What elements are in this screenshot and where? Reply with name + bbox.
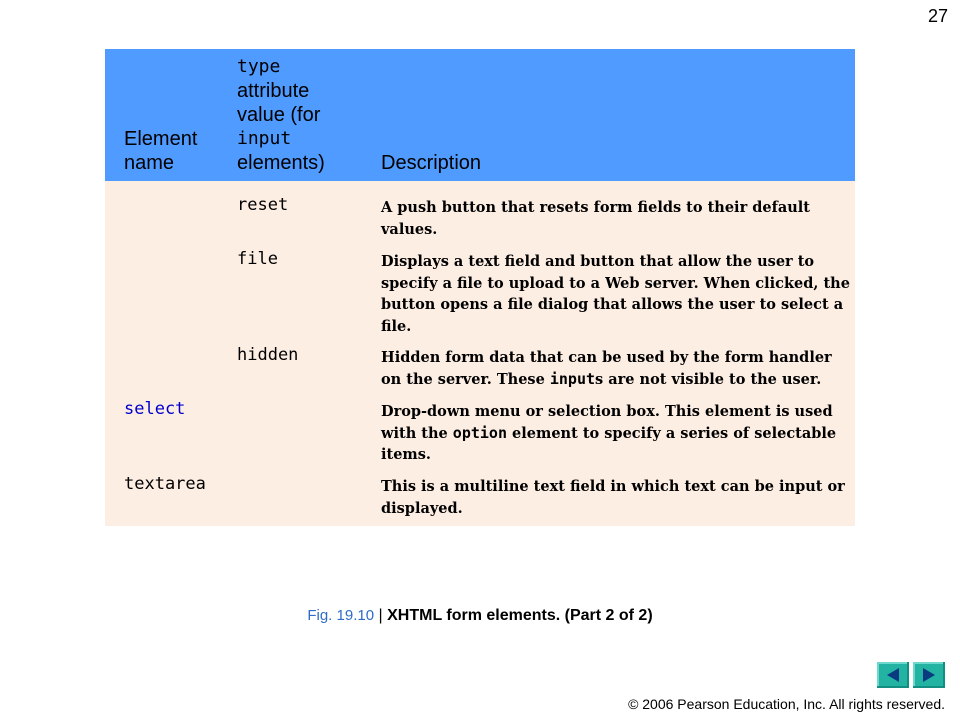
row-description-text: Displays a text field and button that allow the user to specify a file to upload to a Web server. When clicked, the button opens a file dialog that allows the user to select a file. <box>381 253 850 335</box>
header-description: Description <box>381 152 482 174</box>
header-element-line1: Element <box>124 128 198 150</box>
header-type-line4: input <box>237 128 292 149</box>
row-description-code: input <box>549 369 596 388</box>
form-elements-table <box>105 49 855 526</box>
caption-text: XHTML form elements. (Part 2 of 2) <box>387 607 653 624</box>
row-element: textarea <box>124 474 206 494</box>
table-header <box>105 49 855 181</box>
row-type: reset <box>237 195 289 215</box>
row-description <box>381 251 851 337</box>
figure-caption <box>0 607 960 625</box>
header-type-line2: attribute <box>237 80 310 102</box>
row-description-text: This is a multiline text field in which text can be input or displayed. <box>381 478 845 517</box>
row-description-text: Drop-down menu or selection box. This element is used with the <box>381 403 833 442</box>
table-body <box>105 181 855 526</box>
previous-slide-button[interactable] <box>877 662 909 688</box>
row-description-text: A push button that resets form fields to their default values. <box>381 199 811 238</box>
row-description <box>381 476 851 519</box>
row-description <box>381 347 851 390</box>
next-slide-button[interactable] <box>913 662 945 688</box>
header-element-name <box>124 127 197 175</box>
header-type-line5: elements) <box>237 152 325 174</box>
caption-separator: | <box>378 607 383 624</box>
triangle-right-icon <box>920 666 938 684</box>
row-description <box>381 197 851 240</box>
page-number: 27 <box>927 6 948 26</box>
row-description <box>381 401 851 466</box>
header-type-line3: value (for <box>237 104 321 126</box>
row-description-text: element to specify a series of selectable items. <box>381 424 837 463</box>
row-description-text: Hidden form data that can be used by the form handler on the server. These <box>381 349 832 388</box>
row-element: select <box>124 399 186 419</box>
row-type: file <box>237 249 278 269</box>
triangle-left-icon <box>884 666 902 684</box>
slide-navigation <box>877 662 945 688</box>
header-type-attribute <box>237 55 325 175</box>
figure-label: Fig. 19.10 <box>307 607 375 624</box>
row-description-code: option <box>452 423 507 442</box>
row-description-text: s are not visible to the user. <box>595 370 822 388</box>
header-type-line1: type <box>237 56 281 77</box>
copyright-notice: © 2006 Pearson Education, Inc. All rights reserved. <box>628 696 945 712</box>
row-type: hidden <box>237 345 299 365</box>
header-element-line2: name <box>124 152 175 174</box>
